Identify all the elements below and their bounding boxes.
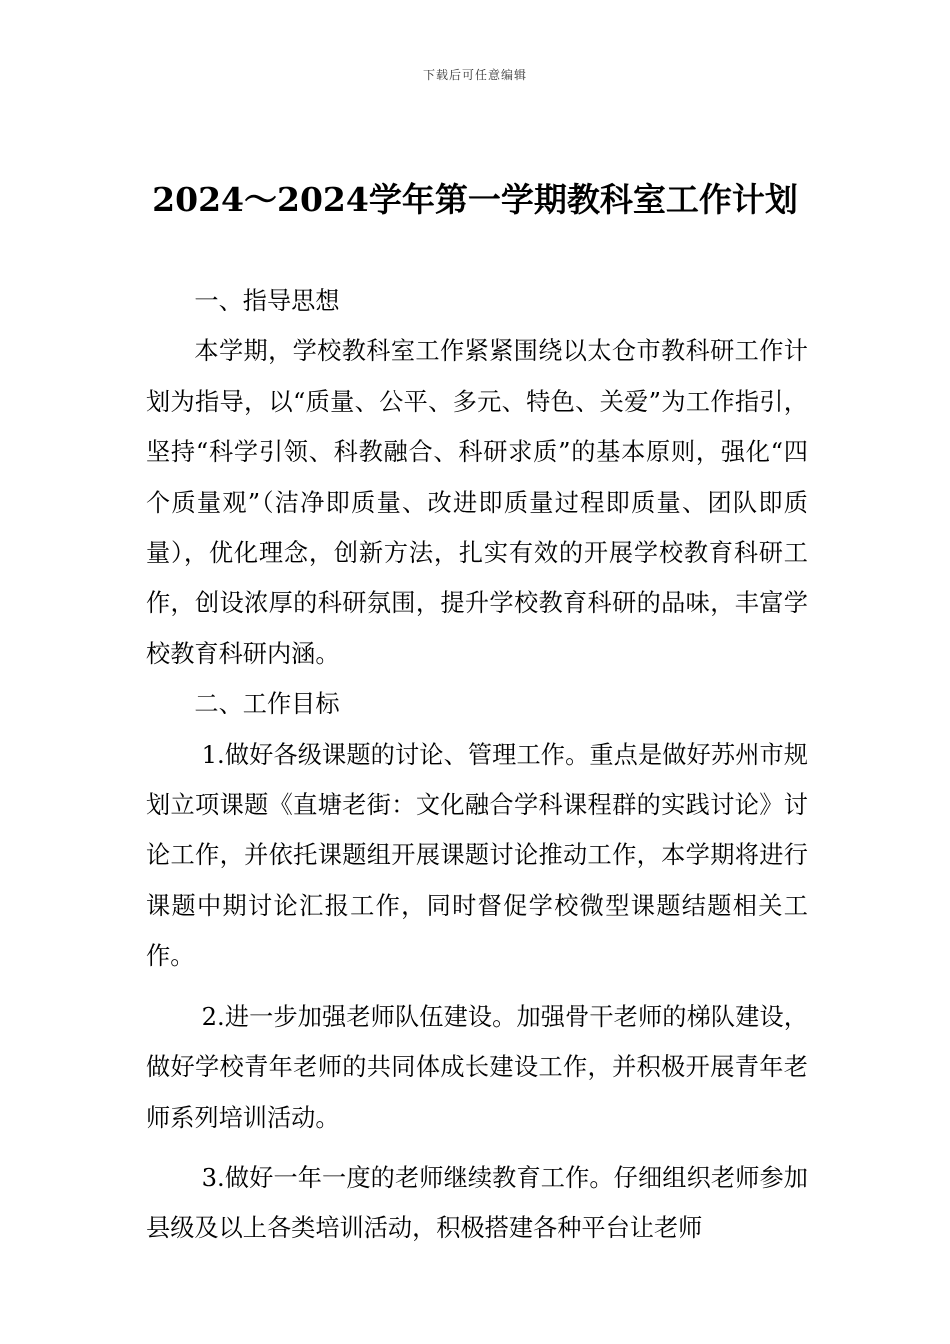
paragraph-goal-2: 2.进一步加强老师队伍建设。加强骨干老师的梯队建设，做好学校青年老师的共同体成长建设工作，并积极开展青年老师系列培训活动。 [146, 1002, 808, 1132]
section-heading-guiding-thought: 一、指导思想 [194, 287, 340, 315]
page-header-note: 下载后可任意编辑 [422, 68, 527, 82]
document-title: 2024～2024学年第一学期教科室工作计划 [152, 180, 798, 219]
document-body [146, 276, 808, 1254]
paragraph-guiding-thought: 本学期，学校教科室工作紧紧围绕以太仓市教科研工作计划为指导，以“质量、公平、多元、特色、关爱”为工作指引，坚持“科学引领、科教融合、科研求质”的基本原则，强化“四个质量观”（洁净即质量、改进即质量过程即质量、团队即质量），优化理念，创新方法，扎实有效的开展学校教育科研工作，创设浓厚的科研氛围，提升学校教育科研的品味，丰富学校教育科研内涵。 [146, 337, 808, 668]
paragraph-goal-3: 3.做好一年一度的老师继续教育工作。仔细组织老师参加县级及以上各类培训活动，积极搭建各种平台让老师 [146, 1163, 808, 1243]
paragraph-goal-1: 1.做好各级课题的讨论、管理工作。重点是做好苏州市规划立项课题《直塘老街：文化融合学科课程群的实践讨论》讨论工作，并依托课题组开展课题讨论推动工作，本学期将进行课题中期讨论汇报工作，同时督促学校微型课题结题相关工作。 [146, 740, 808, 971]
section-heading-work-goals: 二、工作目标 [194, 690, 340, 719]
